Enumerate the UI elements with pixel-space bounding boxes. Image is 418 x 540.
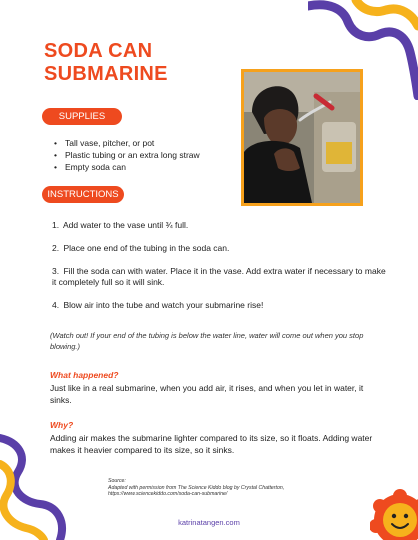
- list-item: [52, 300, 392, 311]
- warning-note: (Watch out! If your end of the tubing is below the water line, water will come out when you stop blowing.): [50, 331, 364, 351]
- list-item: [52, 220, 392, 231]
- instructions-list: [52, 220, 392, 323]
- title-line-1: SODA CAN: [44, 40, 153, 62]
- list-item: • Plastic tubing or an extra long straw: [54, 149, 200, 161]
- supplies-list: [54, 137, 200, 173]
- step-text: Blow air into the tube and watch your submarine rise!: [63, 300, 264, 310]
- list-item: [52, 243, 392, 254]
- source-label: Source:: [108, 478, 126, 484]
- step-number: 3.: [52, 266, 60, 276]
- step-text: Place one end of the tubing in the soda can.: [63, 243, 230, 253]
- step-text: Fill the soda can with water. Place it in the vase. Add extra water if necessary to make it completely full so it will sink.: [52, 266, 386, 287]
- source-citation: [108, 478, 338, 498]
- supplies-heading: SUPPLIES: [42, 108, 122, 125]
- title-line-2: SUBMARINE: [44, 63, 168, 85]
- step-number: 1.: [52, 220, 60, 230]
- smiley-flower-icon: [370, 488, 418, 540]
- why-heading: Why?: [50, 420, 74, 430]
- step-number: 4.: [52, 300, 60, 310]
- source-url: https://www.sciencekiddo.com/soda-can-submarine/: [108, 491, 228, 497]
- website-link[interactable]: katrinatangen.com: [178, 518, 240, 527]
- list-item: • Tall vase, pitcher, or pot: [54, 137, 200, 149]
- list-item: [52, 266, 392, 288]
- what-happened-heading: What happened?: [50, 370, 119, 380]
- page-title: [44, 40, 244, 86]
- source-credit: Adapted with permission from The Science Kiddo blog by Crystal Chatterton,: [108, 484, 285, 491]
- step-text: Add water to the vase until ¾ full.: [63, 220, 189, 230]
- what-happened-text: Just like in a real submarine, when you add air, it rises, and when you let in water, it sinks.: [50, 383, 364, 405]
- why-text: Adding air makes the submarine lighter compared to its size, so it floats. Adding water makes it heavier compared to its size, so it sinks.: [50, 433, 373, 455]
- child-blowing-tube-illustration: [244, 72, 360, 203]
- step-number: 2.: [52, 243, 60, 253]
- activity-photo: [241, 69, 363, 206]
- instructions-heading: INSTRUCTIONS: [42, 186, 124, 203]
- list-item: • Empty soda can: [54, 161, 200, 173]
